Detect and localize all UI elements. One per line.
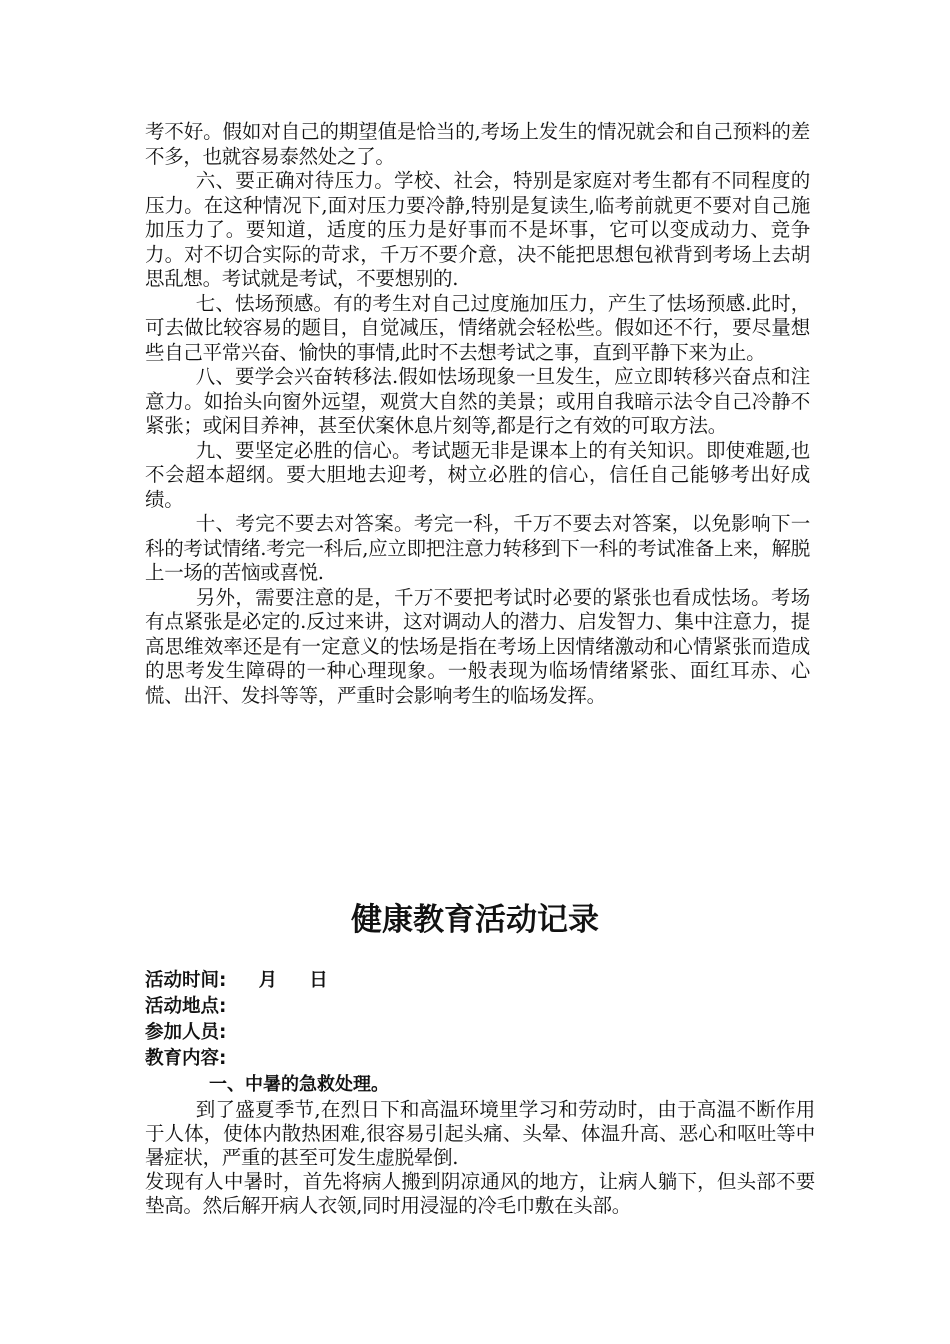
field-education-content: 教育内容: [145, 1048, 227, 1069]
paragraph-no-answer-checking: 十、考完不要去对答案。考完一科，千万不要去对答案，以免影响下一科的考试情绪.考完一科后,应立即把注意力转移到下一科的考试准备上来，解脱上一场的苦恼或喜悦. [145, 512, 810, 584]
paragraph-excitement-transfer: 八、要学会兴奋转移法.假如怯场现象一旦发生，应立即转移兴奋点和注意力。如抬头向窗外远望，观赏大自然的美景；或用自我暗示法令自己冷静不紧张；或闲目养神，甚至伏案休息片刻等,都是行之有效的可取方法。 [145, 365, 810, 437]
paragraph-additional-note: 另外，需要注意的是，千万不要把考试时必要的紧张也看成怯场。考场有点紧张是必定的.反过来讲，这对调动人的潜力、启发智力、集中注意力，提高思维效率还是有一定意义的怯场是指在考场上因情绪激动和心情紧张而造成的思考发生障碍的一种心理现象。一般表现为临场情绪紧张、面红耳赤、心慌、出汗、发抖等等，严重时会影响考生的临场发挥。 [145, 585, 810, 707]
continuation-text [145, 120, 810, 708]
paragraph-heatstroke-causes: 到了盛夏季节,在烈日下和高温环境里学习和劳动时，由于高温不断作用于人体，使体内散热困难,很容易引起头痛、头晕、体温升高、恶心和呕吐等中暑症状，严重的甚至可发生虚脱晕倒. [145, 1098, 815, 1169]
paragraph-heatstroke-first-aid: 发现有人中暑时，首先将病人搬到阴凉通风的地方，让病人躺下，但头部不要垫高。然后解开病人衣领,同时用浸湿的冷毛巾敷在头部。 [145, 1170, 815, 1217]
health-education-record [145, 968, 815, 1218]
paragraph-confidence: 九、要坚定必胜的信心。考试题无非是课本上的有关知识。即使难题,也不会超本超纲。要大胆地去迎考，树立必胜的信心，信任自己能够考出好成绩。 [145, 438, 810, 511]
paragraph-pressure: 六、要正确对待压力。学校、社会，特别是家庭对考生都有不同程度的压力。在这种情况下,面对压力要冷静,特别是复读生,临考前就更不要对自己施加压力了。要知道，适度的压力是好事而不是坏事，它可以变成动力、竞争力。对不切合实际的苛求，千万不要介意，决不能把思想包袱背到考场上去胡思乱想。考试就是考试，不要想别的. [145, 169, 810, 290]
record-title: 健康教育活动记录 [351, 902, 599, 938]
field-participants: 参加人员: [145, 1022, 227, 1043]
paragraph-expectation-end: 考不好。假如对自己的期望值是恰当的,考场上发生的情况就会和自己预料的差不多，也就容易泰然处之了。 [145, 120, 810, 168]
field-activity-time: 活动时间: 月 日 [145, 970, 328, 991]
section-heading-heatstroke: 一、中暑的急救处理。 [209, 1074, 389, 1095]
paragraph-stage-fright-premonition: 七、怯场预感。有的考生对自己过度施加压力，产生了怯场预感.此时，可去做比较容易的题目，自觉减压，情绪就会轻松些。假如还不行，要尽量想些自己平常兴奋、愉快的事情,此时不去想考试之事，直到平静下来为止。 [145, 291, 810, 364]
field-activity-place: 活动地点: [145, 996, 227, 1017]
